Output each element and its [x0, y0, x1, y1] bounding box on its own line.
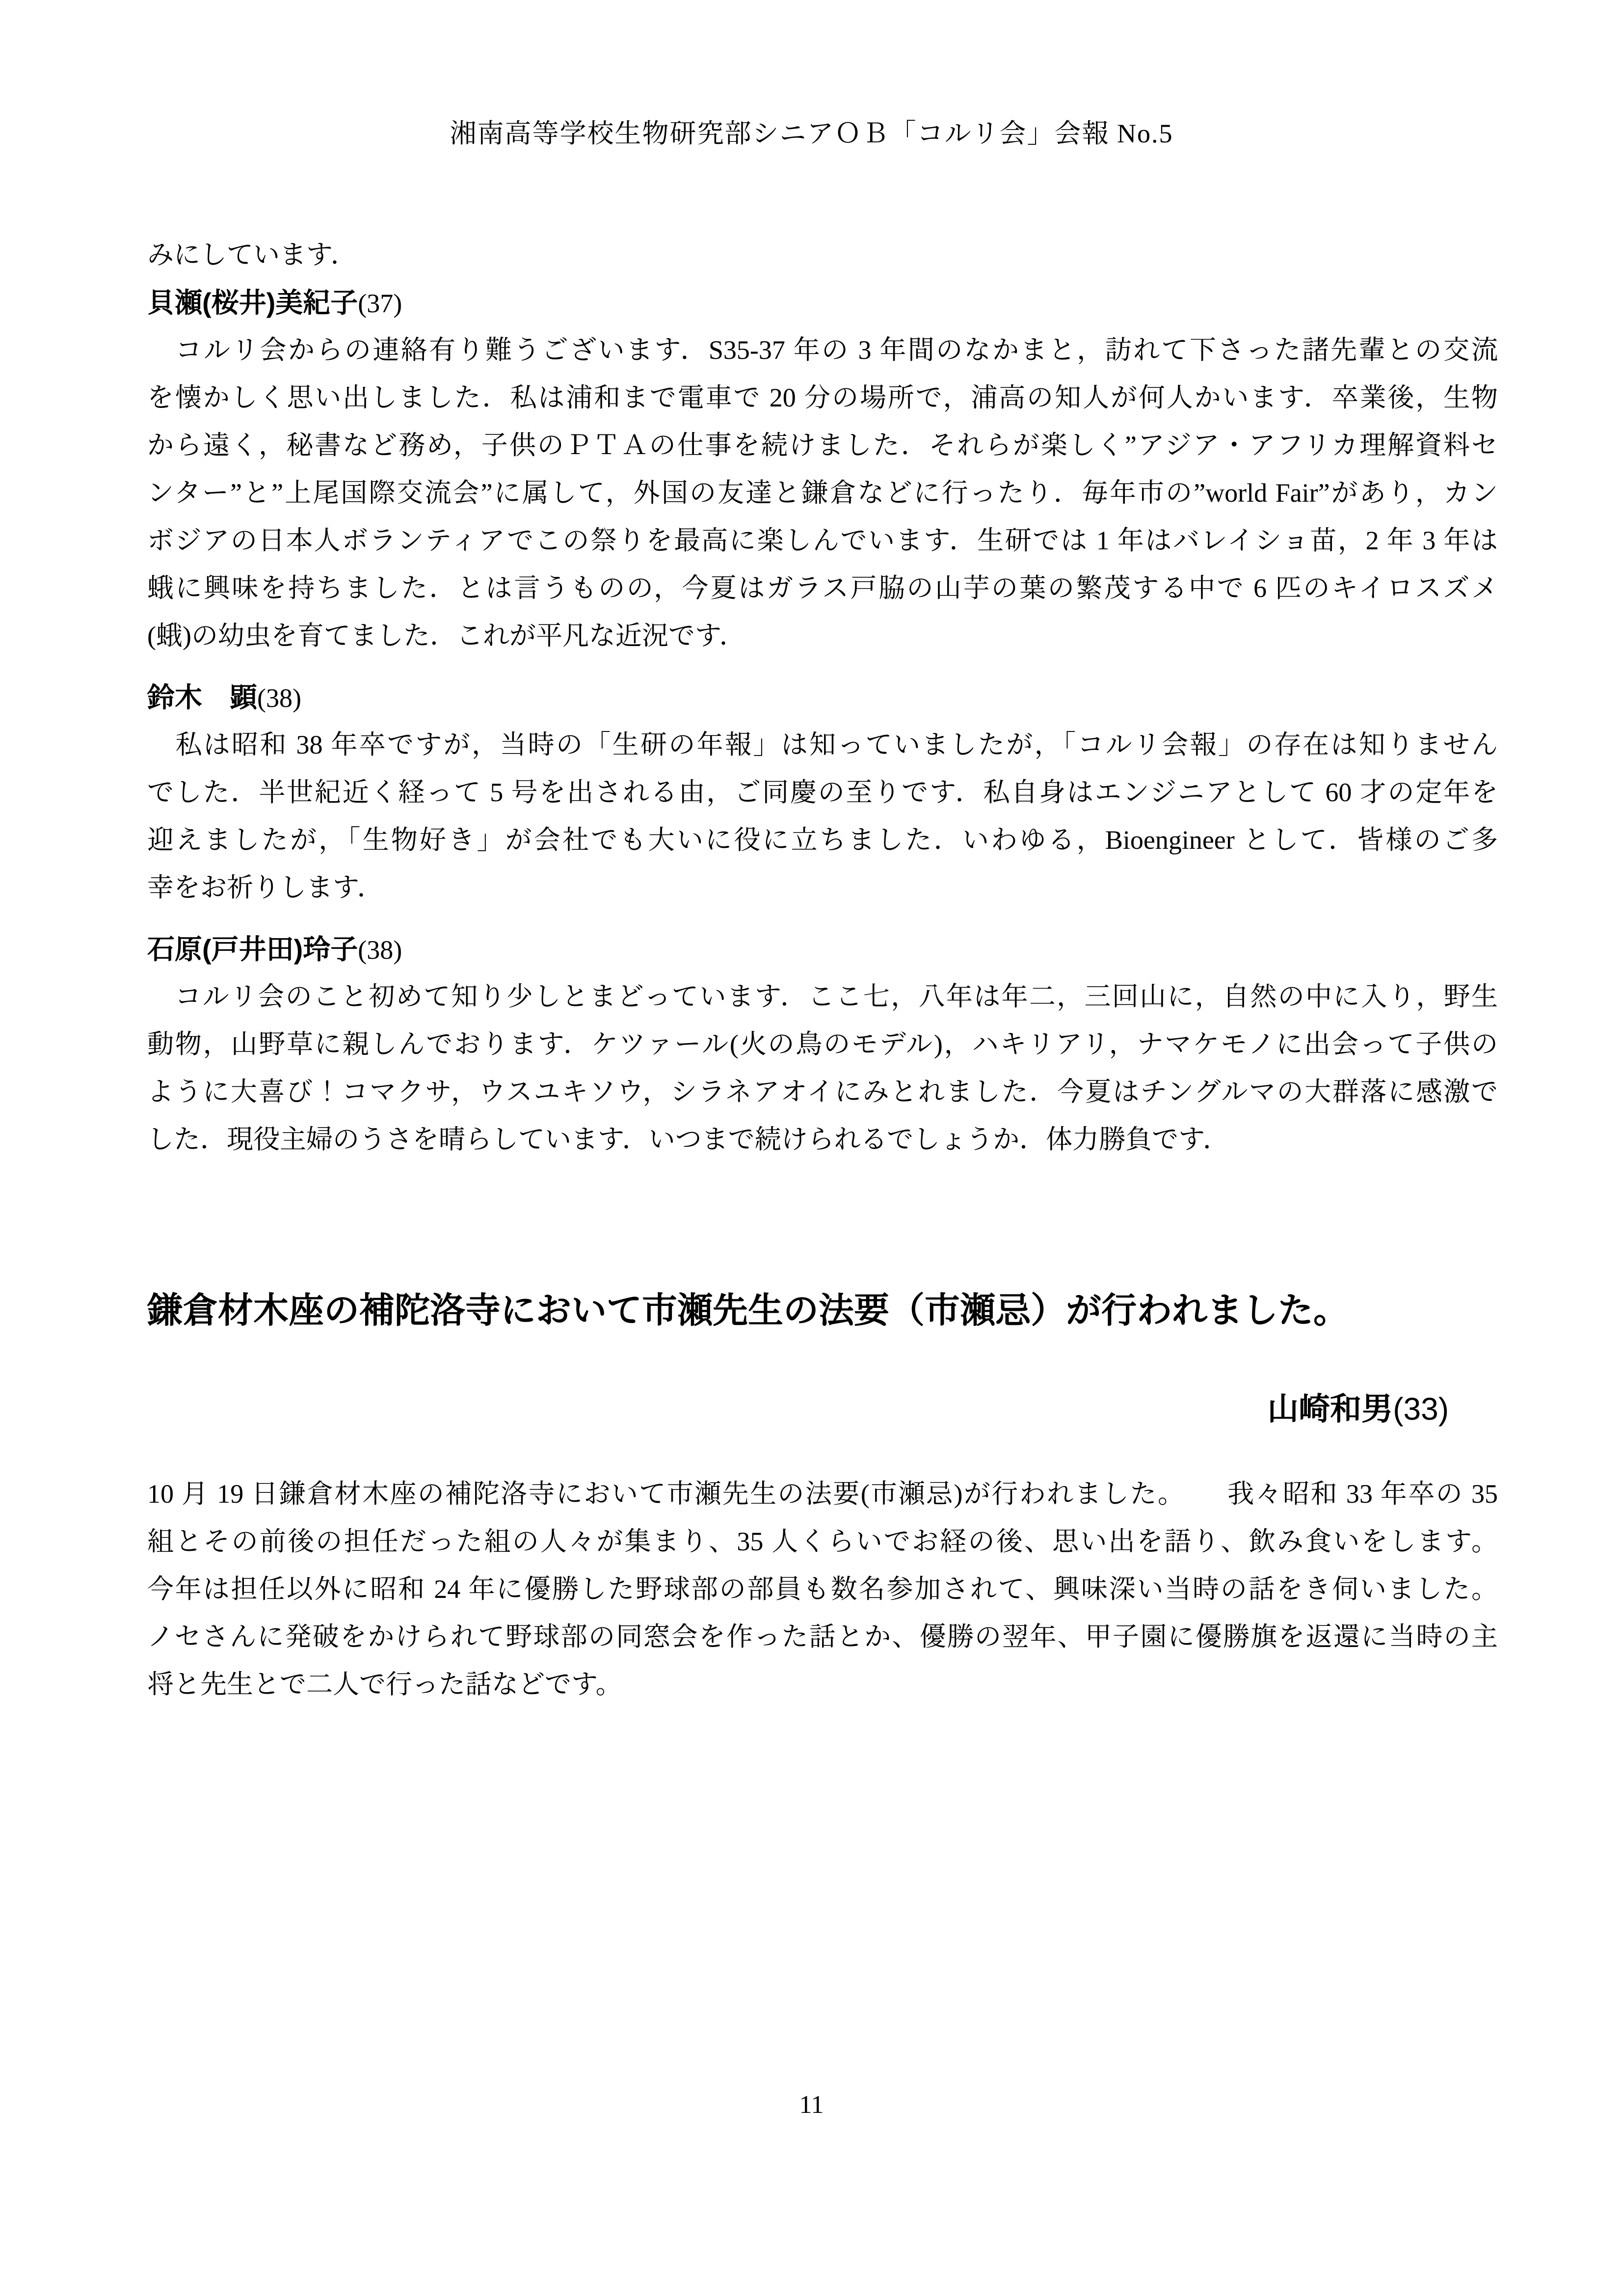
- text-line: 動物，山野草に親しんでおります．ケツァール(火の鳥のモデル)，ハキリアリ，ナマケモノに出会って子供の: [147, 1029, 1498, 1059]
- member-note-paragraph: [147, 973, 1498, 1163]
- member-note-section: [147, 925, 1498, 1163]
- member-note-section: [147, 279, 1498, 660]
- member-grad-year: (38): [358, 935, 402, 965]
- member-grad-year: (38): [257, 683, 301, 713]
- page-number: 11: [799, 2091, 824, 2119]
- text-line: 今年は担任以外に昭和 24 年に優勝した野球部の部員も数名参加されて、興味深い当時の話をき伺いました。: [147, 1574, 1498, 1604]
- member-name: 石原(戸井田)玲子: [147, 934, 358, 965]
- member-name: 鈴木 顕: [147, 682, 257, 713]
- text-line: コルリ会からの連絡有り難うございます．S35-37 年の 3 年間のなかまと，訪れて下さった諸先輩との交流: [147, 335, 1498, 365]
- member-note-section: [147, 674, 1498, 912]
- text-line: ンター”と”上尾国際交流会”に属して，外国の友達と鎌倉などに行ったり．毎年市の”world Fair”があり，カン: [147, 478, 1498, 508]
- author-grad-year: (33): [1393, 1391, 1449, 1427]
- text-line: 迎えましたが，「生物好き」が会社でも大いに役に立ちました．いわゆる，Bioengineer として．皆様のご多: [147, 825, 1498, 855]
- text-line: 幸をお祈りします．: [147, 873, 384, 902]
- text-line: コルリ会のこと初めて知り少しとまどっています．ここ七，八年は年二，三回山に，自然の中に入り，野生: [147, 982, 1498, 1011]
- member-name-heading: [147, 925, 1498, 973]
- text-line: ボジアの日本人ボランティアでこの祭りを最高に楽しんでいます．生研では 1 年はバレイショ苗，2 年 3 年は: [147, 526, 1498, 555]
- member-note-paragraph: [147, 326, 1498, 660]
- member-name-heading: [147, 279, 1498, 326]
- text-line: 私は昭和 38 年卒ですが，当時の「生研の年報」は知っていましたが，「コルリ会報」の存在は知りません: [147, 730, 1498, 759]
- event-paragraph: [147, 1470, 1498, 1708]
- event-author: [147, 1382, 1498, 1436]
- text-line: 蛾に興味を持ちました．とは言うものの，今夏はガラス戸脇の山芋の葉の繁茂する中で 6 匹のキイロスズメ: [147, 573, 1498, 603]
- page-body: [147, 231, 1498, 1708]
- text-line: ように大喜び！コマクサ，ウスユキソウ，シラネアオイにみとれました．今夏はチングルマの大群落に感激で: [147, 1077, 1498, 1107]
- text-line: 将と先生とで二人で行った話などです。: [147, 1670, 622, 1699]
- author-name: 山崎和男: [1267, 1391, 1393, 1427]
- member-name: 貝瀬(桜井)美紀子: [147, 287, 358, 318]
- text-line: (蛾)の幼虫を育てました．これが平凡な近況です．: [147, 621, 746, 650]
- page-header: 湘南高等学校生物研究部シニアＯＢ「コルリ会」会報 No.5: [450, 119, 1173, 148]
- continuation-line: みにしています．: [147, 240, 357, 270]
- member-note-paragraph: [147, 721, 1498, 912]
- member-grad-year: (37): [358, 289, 402, 318]
- event-report-section: [147, 1281, 1498, 1708]
- text-line: した．現役主婦のうさを晴らしています．いつまで続けられるでしょうか．体力勝負です．: [147, 1125, 1229, 1154]
- text-line: 組とその前後の担任だった組の人々が集まり、35 人くらいでお経の後、思い出を語り、飲み食いをします。: [147, 1527, 1498, 1556]
- text-line: を懐かしく思い出しました．私は浦和まで電車で 20 分の場所で，浦高の知人が何人かいます．卒業後，生物: [147, 383, 1498, 412]
- text-line: ノセさんに発破をかけられて野球部の同窓会を作った話とか、優勝の翌年、甲子園に優勝旗を返還に当時の主: [147, 1622, 1498, 1651]
- text-line: でした．半世紀近く経って 5 号を出される由，ご同慶の至りです．私自身はエンジニアとして 60 才の定年を: [147, 778, 1498, 807]
- text-line: から遠く，秘書など務め，子供のＰＴＡの仕事を続けました．それらが楽しく”アジア・アフリカ理解資料セ: [147, 431, 1498, 460]
- text-line: 10 月 19 日鎌倉材木座の補陀洛寺において市瀬先生の法要(市瀬忌)が行われました。 我々昭和 33 年卒の 35: [147, 1479, 1498, 1509]
- member-name-heading: [147, 674, 1498, 721]
- event-title: 鎌倉材木座の補陀洛寺において市瀬先生の法要（市瀬忌）が行われました。: [147, 1291, 1349, 1330]
